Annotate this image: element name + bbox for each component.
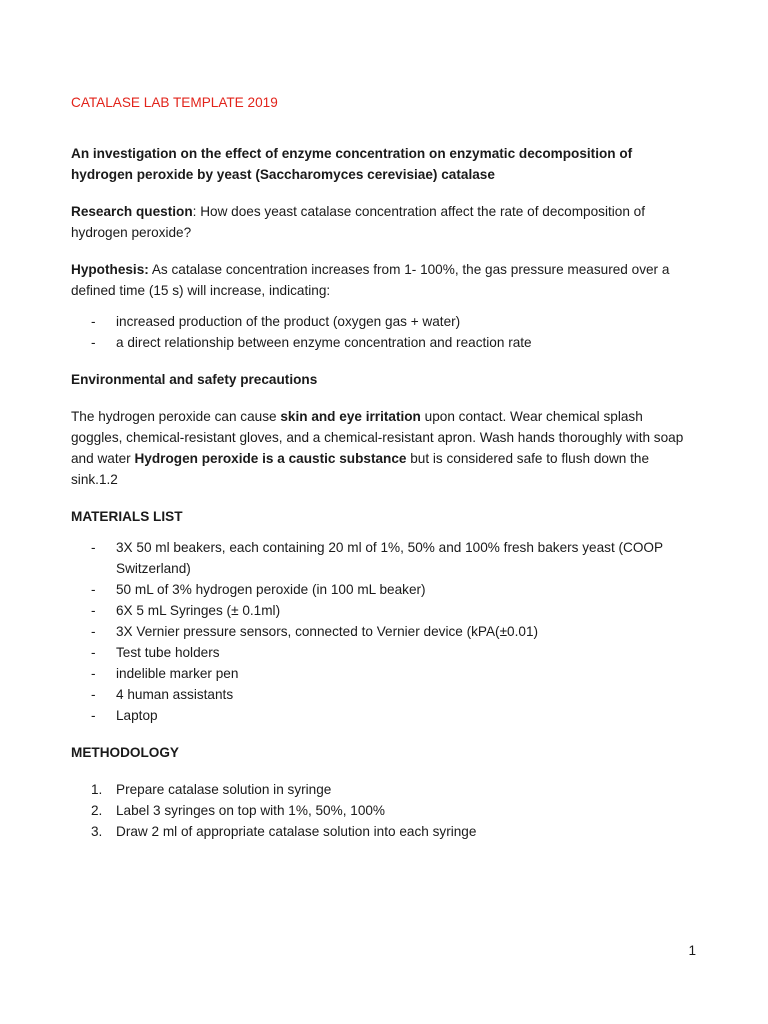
hypothesis: [71, 259, 696, 301]
research-question-text: : How does yeast catalase concentration affect the rate of decomposition of hydrogen peroxide?: [71, 204, 646, 240]
list-item: - a direct relationship between enzyme concentration and reaction rate: [71, 332, 696, 353]
list-item: [71, 821, 696, 842]
safety-text-2: upon contact. Wear chemical splash goggles, chemical-resistant gloves, and a chemical-resistant apron. Wash hands thoroughly with soap and water: [71, 409, 684, 466]
methodology-steps: [71, 779, 696, 842]
safety-heading: Environmental and safety precautions: [71, 372, 318, 387]
list-item: - Laptop: [71, 705, 696, 726]
step-text: Prepare catalase solution in syringe: [116, 782, 332, 797]
materials-heading: MATERIALS LIST: [71, 509, 183, 524]
list-item: - 3X 50 ml beakers, each containing 20 ml of 1%, 50% and 100% fresh bakers yeast (COOP Switzerland): [71, 537, 696, 579]
document-title: CATALASE LAB TEMPLATE 2019: [71, 95, 278, 110]
safety-bold-1: skin and eye irritation: [280, 409, 421, 424]
list-item: - 3X Vernier pressure sensors, connected to Vernier device (kPA(±0.01): [71, 621, 696, 642]
hypothesis-text: As catalase concentration increases from 1- 100%, the gas pressure measured over a defined time (15 s) will increase, indicating:: [71, 262, 670, 298]
list-item: [71, 779, 696, 800]
safety-text-1: The hydrogen peroxide can cause: [71, 409, 281, 424]
safety-text-3: but is considered safe to flush down the sink.1.2: [71, 451, 650, 487]
step-text: Label 3 syringes on top with 1%, 50%, 100%: [116, 803, 386, 818]
list-item: - Test tube holders: [71, 642, 696, 663]
step-text: Draw 2 ml of appropriate catalase solution into each syringe: [116, 824, 477, 839]
step-number: 3.: [91, 824, 103, 839]
list-item: - 6X 5 mL Syringes (± 0.1ml): [71, 600, 696, 621]
list-item: - 50 mL of 3% hydrogen peroxide (in 100 mL beaker): [71, 579, 696, 600]
safety-paragraph: [71, 406, 696, 490]
list-item: - increased production of the product (oxygen gas + water): [71, 311, 696, 332]
step-number: 2.: [91, 803, 103, 818]
page-number: 1: [688, 943, 696, 958]
safety-bold-2: Hydrogen peroxide is a caustic substance: [134, 451, 407, 466]
materials-list: [71, 537, 696, 726]
step-number: 1.: [91, 782, 103, 797]
research-question: [71, 201, 696, 243]
hypothesis-label: Hypothesis:: [71, 262, 149, 277]
methodology-heading: METHODOLOGY: [71, 745, 179, 760]
list-item: [71, 800, 696, 821]
hypothesis-list: [71, 311, 696, 353]
research-question-label: Research question: [71, 204, 193, 219]
investigation-title: An investigation on the effect of enzyme concentration on enzymatic decomposition of hydrogen peroxide by yeast (Saccharomyces cerevisiae) catalase: [71, 146, 633, 182]
list-item: - indelible marker pen: [71, 663, 696, 684]
list-item: - 4 human assistants: [71, 684, 696, 705]
